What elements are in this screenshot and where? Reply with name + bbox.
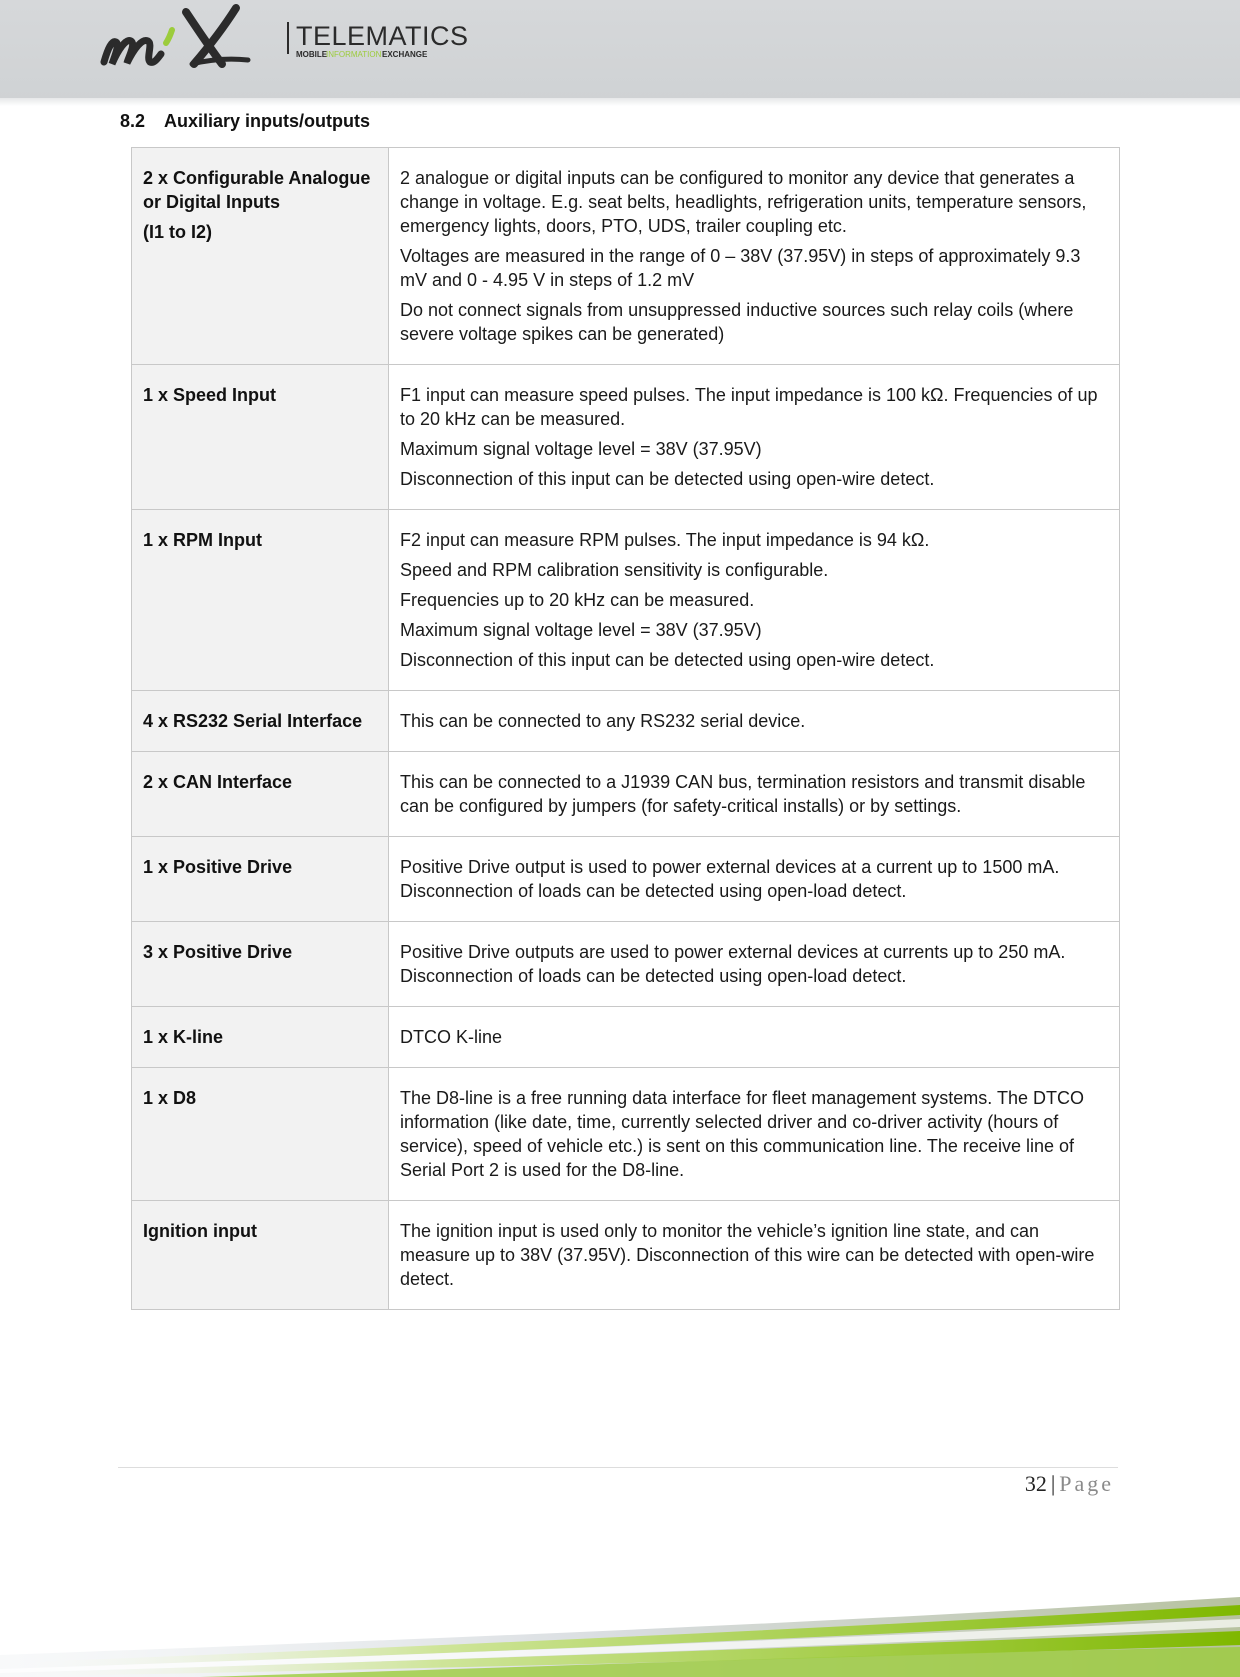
- page-word: Page: [1059, 1471, 1114, 1496]
- row-label-line: 1 x RPM Input: [143, 530, 263, 550]
- row-label-line: 4 x RS232 Serial Interface: [143, 711, 363, 731]
- row-description: [389, 365, 1120, 510]
- table-row: [132, 922, 1120, 1007]
- description-paragraph: F2 input can measure RPM pulses. The input impedance is 94 kΩ.: [400, 530, 930, 550]
- table-row: [132, 148, 1120, 365]
- description-paragraph: Do not connect signals from unsuppressed inductive sources such relay coils (where severe voltage spikes can be generated): [400, 300, 1074, 344]
- section-title: Auxiliary inputs/outputs: [164, 111, 371, 131]
- description-paragraph: The D8-line is a free running data interface for fleet management systems. The DTCO information (like date, time, currently selected driver and co-driver activity (hours of service), speed of vehicle etc.) is sent on this communication line. The receive line of Serial Port 2 is used for the D8-line.: [400, 1088, 1084, 1180]
- row-description: [389, 1007, 1120, 1068]
- description-paragraph: Disconnection of this input can be detected using open-wire detect.: [400, 469, 935, 489]
- description-paragraph: The ignition input is used only to monitor the vehicle’s ignition line state, and can measure up to 38V (37.95V). Disconnection of this wire can be detected with open-wire detect.: [400, 1221, 1095, 1289]
- description-paragraph: This can be connected to a J1939 CAN bus, termination resistors and transmit disable can be configured by jumpers (for safety-critical installs) or by settings.: [400, 772, 1086, 816]
- description-paragraph: Voltages are measured in the range of 0 – 38V (37.95V) in steps of approximately 9.3 mV and 0 - 4.95 V in steps of 1.2 mV: [400, 246, 1081, 290]
- row-label: [132, 691, 389, 752]
- row-label-line: 1 x Positive Drive: [143, 857, 293, 877]
- row-label: [132, 837, 389, 922]
- table-row: [132, 1007, 1120, 1068]
- aux-io-table: [131, 147, 1120, 1310]
- row-label-line: 1 x Speed Input: [143, 385, 277, 405]
- table-row: [132, 510, 1120, 691]
- row-label: [132, 148, 389, 365]
- row-description: [389, 922, 1120, 1007]
- row-label-line: Ignition input: [143, 1221, 257, 1241]
- row-label: [132, 1201, 389, 1310]
- table-row: [132, 752, 1120, 837]
- row-label: [132, 922, 389, 1007]
- row-description: [389, 148, 1120, 365]
- row-label-line: 3 x Positive Drive: [143, 942, 293, 962]
- description-paragraph: DTCO K-line: [400, 1027, 503, 1047]
- row-label: [132, 1068, 389, 1201]
- page-number-value: 32: [1024, 1471, 1047, 1496]
- description-paragraph: Maximum signal voltage level = 38V (37.95V): [400, 439, 762, 459]
- description-paragraph: Positive Drive outputs are used to power external devices at currents up to 250 mA. Disconnection of loads can be detected using open-load detect.: [400, 942, 1066, 986]
- description-paragraph: This can be connected to any RS232 serial device.: [400, 711, 806, 731]
- decorative-green-swoosh: [0, 1585, 1240, 1677]
- table-row: [132, 837, 1120, 922]
- header-band: [0, 98, 1240, 106]
- description-paragraph: Maximum signal voltage level = 38V (37.95V): [400, 620, 762, 640]
- row-label-line: 2 x Configurable Analogue or Digital Inputs: [143, 168, 371, 212]
- section-number: 8.2: [120, 111, 146, 131]
- description-paragraph: Frequencies up to 20 kHz can be measured.: [400, 590, 755, 610]
- svg-text:EXCHANGE: EXCHANGE: [382, 50, 428, 59]
- svg-text:MOBILE: MOBILE: [296, 50, 328, 59]
- description-paragraph: F1 input can measure speed pulses. The input impedance is 100 kΩ. Frequencies of up to 20 kHz can be measured.: [400, 385, 1098, 429]
- svg-text:INFORMATION: INFORMATION: [326, 50, 382, 59]
- row-label: [132, 510, 389, 691]
- section-heading: [120, 111, 370, 132]
- description-paragraph: 2 analogue or digital inputs can be configured to monitor any device that generates a change in voltage. E.g. seat belts, headlights, refrigeration units, temperature sensors, emergency lights, doors, PTO, UDS, trailer coupling etc.: [400, 168, 1087, 236]
- description-paragraph: Positive Drive output is used to power external devices at a current up to 1500 mA. Disconnection of loads can be detected using open-load detect.: [400, 857, 1060, 901]
- table-row: [132, 1201, 1120, 1310]
- row-label: [132, 1007, 389, 1068]
- row-description: [389, 691, 1120, 752]
- table-row: [132, 691, 1120, 752]
- row-label-line: (I1 to I2): [143, 222, 213, 242]
- row-description: [389, 752, 1120, 837]
- row-description: [389, 1068, 1120, 1201]
- row-label-line: 1 x D8: [143, 1088, 197, 1108]
- svg-text:TELEMATICS: TELEMATICS: [296, 21, 469, 51]
- row-label-line: 2 x CAN Interface: [143, 772, 293, 792]
- page-separator: |: [1050, 1471, 1056, 1496]
- row-label: [132, 752, 389, 837]
- mix-telematics-logo: [98, 0, 518, 98]
- page-number: [1025, 1471, 1114, 1497]
- row-description: [389, 837, 1120, 922]
- row-description: [389, 1201, 1120, 1310]
- row-label: [132, 365, 389, 510]
- footer-divider: [118, 1467, 1118, 1468]
- description-paragraph: Disconnection of this input can be detected using open-wire detect.: [400, 650, 935, 670]
- table-row: [132, 365, 1120, 510]
- row-label-line: 1 x K-line: [143, 1027, 224, 1047]
- description-paragraph: Speed and RPM calibration sensitivity is configurable.: [400, 560, 829, 580]
- row-description: [389, 510, 1120, 691]
- table-row: [132, 1068, 1120, 1201]
